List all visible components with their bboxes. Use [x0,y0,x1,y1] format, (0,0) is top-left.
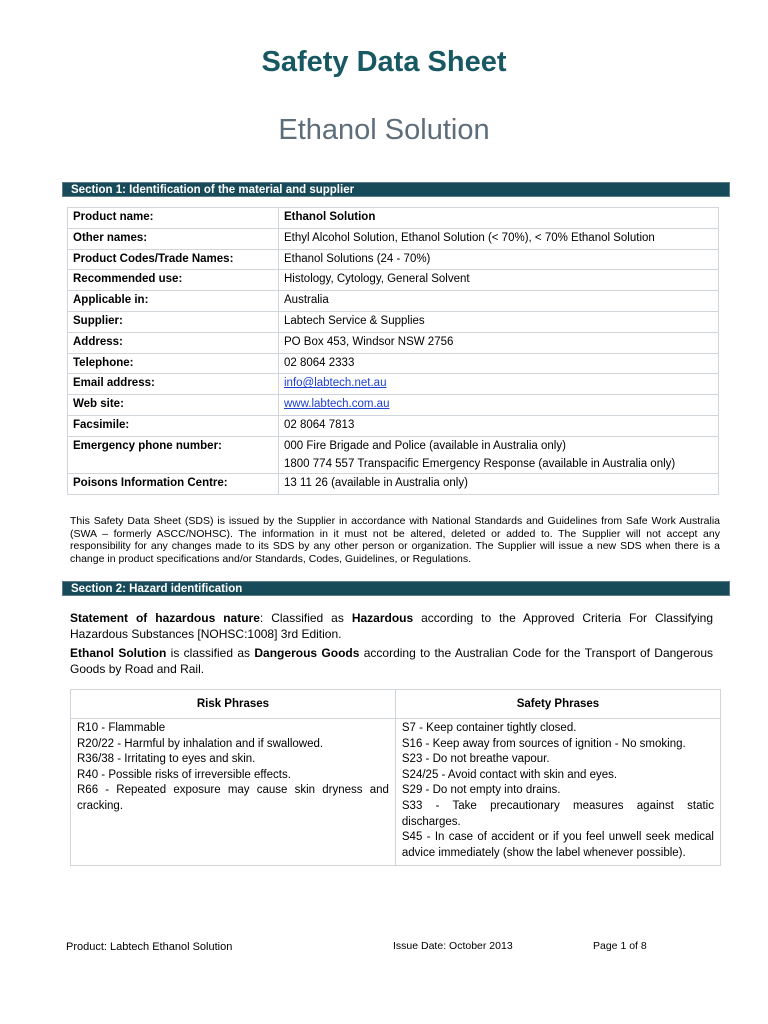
statement-text: according to the Australian Code for the Transport of Dangerous Goods by Road and Rail. [70,646,713,676]
section2-heading: Section 2: Hazard identification [62,581,730,596]
statement-text: according to the Approved Criteria For Classifying Hazardous Substances [NOHSC:1008] 3rd Edition. [70,611,713,641]
row-value: 13 11 26 (available in Australia only) [279,473,719,494]
table-row [68,270,719,291]
row-label: Web site: [68,395,279,416]
sds-disclaimer: This Safety Data Sheet (SDS) is issued by the Supplier in accordance with National Standards and Guidelines from Safe Work Australia (SWA – formerly ASCC/NOHSC). The information in it must not be altered, deleted or added to. The Supplier will not accept any responsibility for any changes made to its SDS by any other person or organization. The Supplier will issue a new SDS when there is a change in product specifications and/or Standards, Codes, Guidelines, or Regulations. [70,515,720,565]
row-label: Recommended use: [68,270,279,291]
list-item: R36/38 - Irritating to eyes and skin. [77,753,256,766]
statement-text: : Classified as [259,611,352,625]
row-value: 000 Fire Brigade and Police (available in Australia only) [284,439,566,452]
row-label: Other names: [68,228,279,249]
row-label: Emergency phone number: [68,436,279,473]
list-item: S33 - Take precautionary measures against static discharges. [401,799,714,828]
footer-product: Product: Labtech Ethanol Solution [66,941,233,953]
identification-table [67,207,719,495]
row-value: 02 8064 2333 [279,353,719,374]
table-row [68,395,719,416]
table-row [68,436,719,473]
row-label: Address: [68,332,279,353]
list-item: S45 - In case of accident or if you feel unwell seek medical advice immediately (show the label whenever possible). [401,831,714,859]
risk-phrases-header: Risk Phrases [71,690,396,719]
row-value: Ethanol Solutions (24 - 70%) [279,249,719,270]
row-label: Supplier: [68,311,279,332]
email-link[interactable]: info@labtech.net.au [284,377,387,390]
hazard-statement [70,611,713,642]
table-row [68,332,719,353]
table-row [68,291,719,312]
phrases-table [70,689,721,866]
row-label: Email address: [68,374,279,395]
list-item: R66 - Repeated exposure may cause skin dryness and cracking. [77,784,389,812]
row-value: PO Box 453, Windsor NSW 2756 [279,332,719,353]
row-value: Ethyl Alcohol Solution, Ethanol Solution (< 70%), < 70% Ethanol Solution [279,228,719,249]
risk-phrases-cell [71,719,396,866]
statement-text: is classified as [166,646,255,660]
product-name: Ethanol Solution [70,646,167,660]
table-row [68,415,719,436]
row-value: Histology, Cytology, General Solvent [279,270,719,291]
dangerous-goods-statement [70,646,713,677]
safety-phrases-cell [395,719,720,866]
website-link[interactable]: www.labtech.com.au [284,398,390,411]
table-row [68,311,719,332]
document-title: Safety Data Sheet [261,46,507,78]
hazard-classification: Hazardous [351,611,414,625]
table-row [68,249,719,270]
footer-issue-date: Issue Date: October 2013 [393,940,513,952]
footer-page-number: Page 1 of 8 [593,940,647,952]
row-label: Product Codes/Trade Names: [68,249,279,270]
table-row [68,228,719,249]
list-item: R20/22 - Harmful by inhalation and if swallowed. [77,737,324,750]
table-row [68,374,719,395]
list-item: S16 - Keep away from sources of ignition - No smoking. [401,737,686,750]
list-item: R40 - Possible risks of irreversible effects. [77,768,291,781]
statement-label: Statement of hazardous nature [70,611,260,625]
product-subtitle: Ethanol Solution [278,114,490,146]
row-value-secondary: 1800 774 557 Transpacific Emergency Response (available in Australia only) [284,457,676,470]
row-label: Facsimile: [68,415,279,436]
row-value: Labtech Service & Supplies [279,311,719,332]
dg-classification: Dangerous Goods [254,646,360,660]
row-value: Ethanol Solution [279,208,719,229]
table-row [68,208,719,229]
safety-phrases-header: Safety Phrases [395,690,720,719]
row-label: Product name: [68,208,279,229]
row-label: Telephone: [68,353,279,374]
table-row [68,473,719,494]
list-item: S23 - Do not breathe vapour. [401,753,550,766]
list-item: S7 - Keep container tightly closed. [401,722,577,734]
row-value: Australia [279,291,719,312]
list-item: S24/25 - Avoid contact with skin and eyes. [401,768,618,781]
table-row [68,353,719,374]
row-value: 02 8064 7813 [279,415,719,436]
list-item: S29 - Do not empty into drains. [401,784,561,797]
row-label: Poisons Information Centre: [68,473,279,494]
list-item: R10 - Flammable [77,722,166,734]
row-label: Applicable in: [68,291,279,312]
section1-heading: Section 1: Identification of the material and supplier [62,182,730,197]
